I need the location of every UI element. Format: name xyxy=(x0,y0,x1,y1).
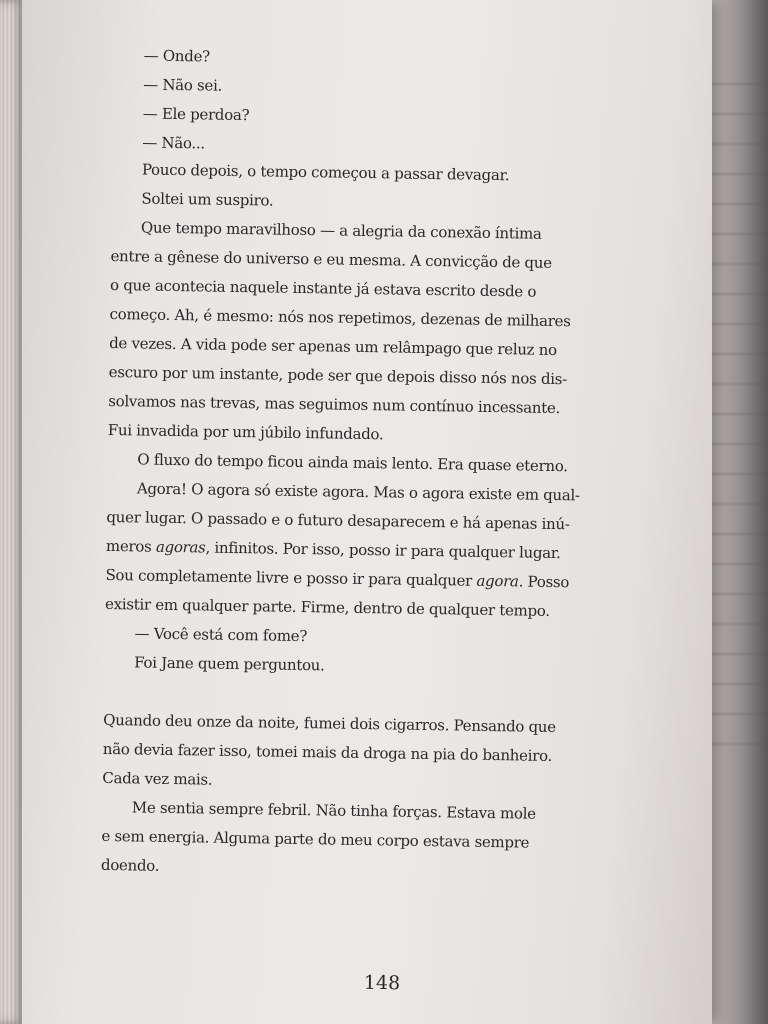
paragraph-line xyxy=(105,566,569,591)
paragraph-line: solvamos nas trevas, mas seguimos num contínuo incessante. xyxy=(108,391,561,418)
paragraph-line xyxy=(106,537,561,562)
paragraph-line: começo. Ah, é mesmo: nós nos repetimos, dezenas de milhares xyxy=(109,304,571,331)
paragraph-line: quer lugar. O passado e o futuro desaparecem e há apenas inú- xyxy=(106,507,570,534)
page-number: 148 xyxy=(363,971,401,995)
paragraph-line: de vezes. A vida pode ser apenas um relâmpago que reluz no xyxy=(109,333,557,359)
text-run: Sou completamente livre e posso ir para qualquer xyxy=(105,565,477,590)
paragraph-line: Fui invadida por um júbilo infundado. xyxy=(107,420,384,444)
dialogue-line: — Não... xyxy=(142,133,205,153)
text-run: , infinitos. Por isso, posso ir para qualquer lugar. xyxy=(205,538,561,563)
italic-word: agora xyxy=(476,571,519,591)
paragraph-line: Pouco depois, o tempo começou a passar devagar. xyxy=(141,160,510,185)
paragraph-line: escuro por um instante, pode ser que depois disso nós nos dis- xyxy=(108,362,568,389)
paragraph-line: Foi Jane quem perguntou. xyxy=(134,653,325,675)
dialogue-line: — Não sei. xyxy=(143,75,223,95)
facing-page-faint-text xyxy=(708,60,768,760)
text-run: . Posso xyxy=(518,572,570,592)
paragraph-line: doendo. xyxy=(100,855,160,875)
paragraph-line: o que acontecia naquele instante já estava escrito desde o xyxy=(109,275,537,301)
dialogue-line: — Você está com fome? xyxy=(134,624,308,646)
paragraph-line: existir em qualquer parte. Firme, dentro de qualquer tempo. xyxy=(104,594,550,620)
paragraph-line: Quando deu onze da noite, fumei dois cigarros. Pensando que xyxy=(103,710,556,737)
paragraph-line: Cada vez mais. xyxy=(102,768,213,789)
paragraph-line: O fluxo do tempo ficou ainda mais lento. Era quase eterno. xyxy=(137,450,568,476)
text-run: meros xyxy=(105,536,157,556)
paragraph-line: não devia fazer isso, tomei mais da droga na pia do banheiro. xyxy=(102,739,553,765)
paragraph-line: Que tempo maravilhoso — a alegria da conexão íntima xyxy=(140,218,542,243)
page-text xyxy=(100,36,662,875)
italic-word: agoras xyxy=(155,537,206,557)
dialogue-line: — Onde? xyxy=(143,46,210,66)
dialogue-line: — Ele perdoa? xyxy=(142,104,250,125)
paragraph-line: Me sentia sempre febril. Não tinha forças. Estava mole xyxy=(131,798,536,823)
paragraph-line: entre a gênese do universo e eu mesma. A convicção de que xyxy=(110,246,552,272)
paragraph-line: Agora! O agora só existe agora. Mas o agora existe em qual- xyxy=(136,479,580,505)
book-page xyxy=(22,0,712,1024)
paragraph-line: e sem energia. Alguma parte do meu corpo estava sempre xyxy=(101,826,530,852)
paragraph-line: Soltei um suspiro. xyxy=(141,189,274,210)
